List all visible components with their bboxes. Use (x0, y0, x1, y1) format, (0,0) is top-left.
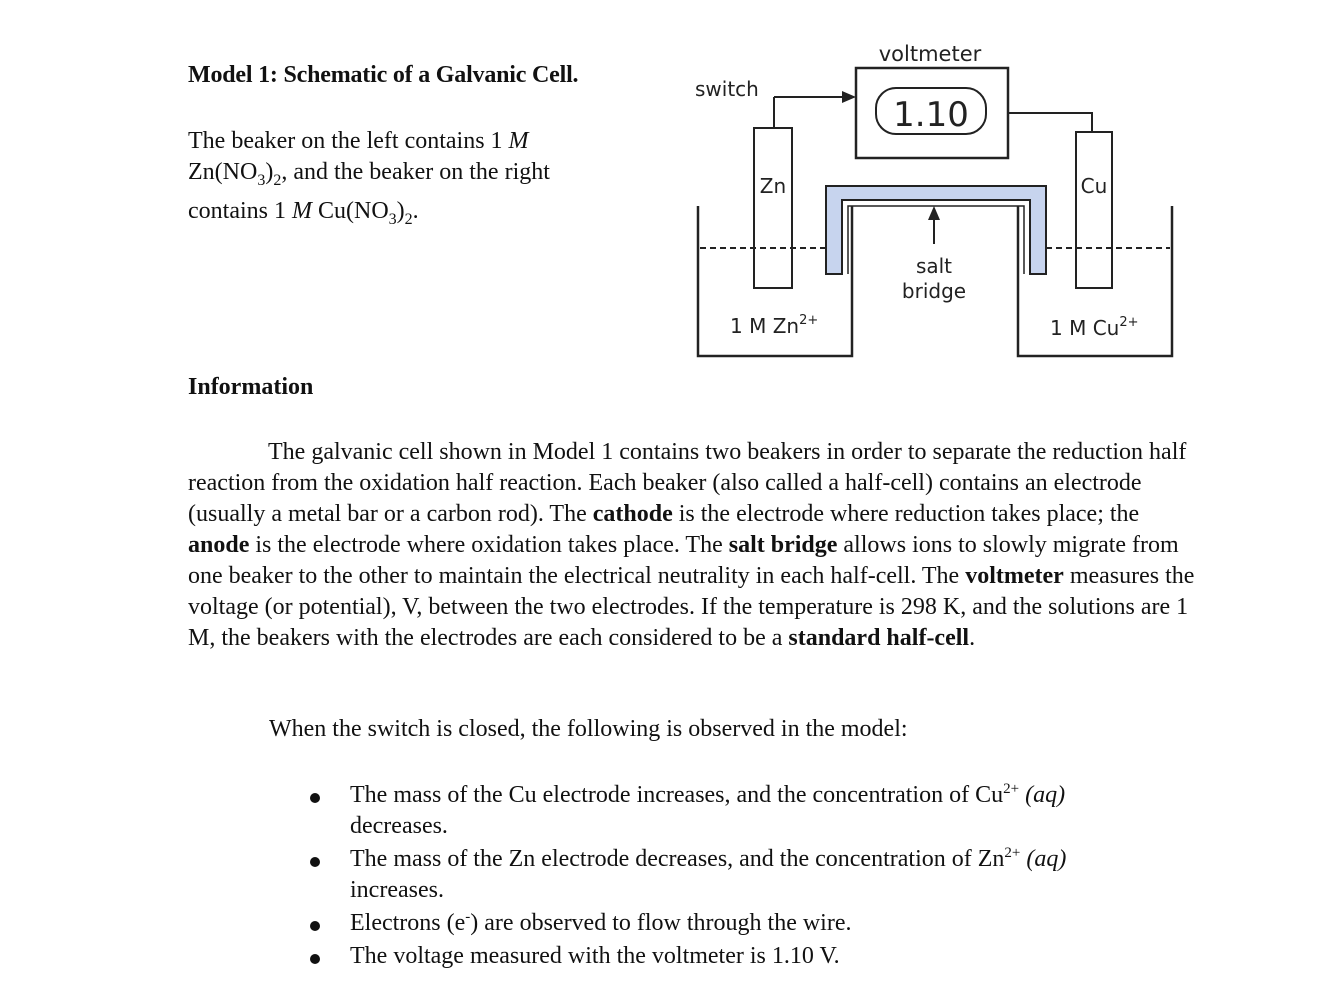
bullet-icon (310, 857, 320, 867)
cu-electrode-label: Cu (1080, 174, 1108, 198)
bullet-icon (310, 921, 320, 931)
term-voltmeter: voltmeter (965, 563, 1064, 589)
observations-list (188, 780, 1188, 974)
information-paragraph: The galvanic cell shown in Model 1 contains two beakers in order to separate the reduction half reaction from the oxidation half reaction. Each beaker (also called a half-cell) contains an electrode (usually a metal bar or a carbon rod). The cathode is the electrode where reduction takes place; the anode is the electrode where oxidation takes place. The salt bridge allows ions to slowly migrate from one beaker to the other to maintain the electrical neutrality in each half-cell. The voltmeter measures the voltage (or potential), V, between the two electrodes. If the temperature is 298 K, and the solutions are 1 M, the beakers with the electrodes are each considered to be a standard half-cell. (188, 439, 1195, 651)
switch-label: switch (695, 77, 759, 101)
model-title: Model 1: Schematic of a Galvanic Cell. (188, 62, 579, 88)
zn-electrode (754, 128, 792, 288)
model-description: The beaker on the left contains 1 M $Zn(NO_3)_2$, and the beaker on the right contains 1 M $Cu(NO_3)_2$. (188, 128, 550, 228)
salt-bridge-arrowhead (928, 206, 940, 220)
switch-arrow (842, 91, 856, 103)
list-item: The voltage measured with the voltmeter is 1.10 V. (188, 941, 1188, 972)
observations-intro: When the switch is closed, the following is observed in the model: (269, 716, 908, 742)
term-standard-half-cell: standard half-cell (788, 625, 970, 651)
term-salt-bridge: salt bridge (728, 532, 838, 558)
right-solution-label: 1 M $Cu^{2+}$ (1050, 315, 1139, 340)
bullet-icon (310, 954, 320, 964)
term-cathode: cathode (592, 501, 673, 527)
zn-wire (774, 97, 790, 128)
cu-wire (1008, 113, 1092, 132)
salt-bridge-label-1: salt (915, 254, 953, 278)
bullet-icon (310, 793, 320, 803)
left-solution-label: 1 M $Zn^{2+}$ (730, 313, 819, 338)
cu-electrode (1076, 132, 1112, 288)
zn-electrode-label: Zn (759, 174, 787, 198)
voltmeter-reading: 1.10 (893, 95, 969, 135)
list-item: The mass of the Zn electrode decreases, and the concentration of $Zn^{2+}$ (aq) increases. (188, 844, 1188, 906)
galvanic-cell-diagram (680, 30, 1190, 370)
salt-bridge-label-2: bridge (901, 279, 967, 303)
information-heading: Information (188, 374, 314, 400)
term-anode: anode (188, 532, 250, 558)
list-item: The mass of the Cu electrode increases, and the concentration of $Cu^{2+}$ (aq) decreases. (188, 780, 1188, 842)
voltmeter-label: voltmeter (878, 42, 982, 66)
list-item: Electrons (e-) are observed to flow through the wire. (188, 908, 1188, 939)
